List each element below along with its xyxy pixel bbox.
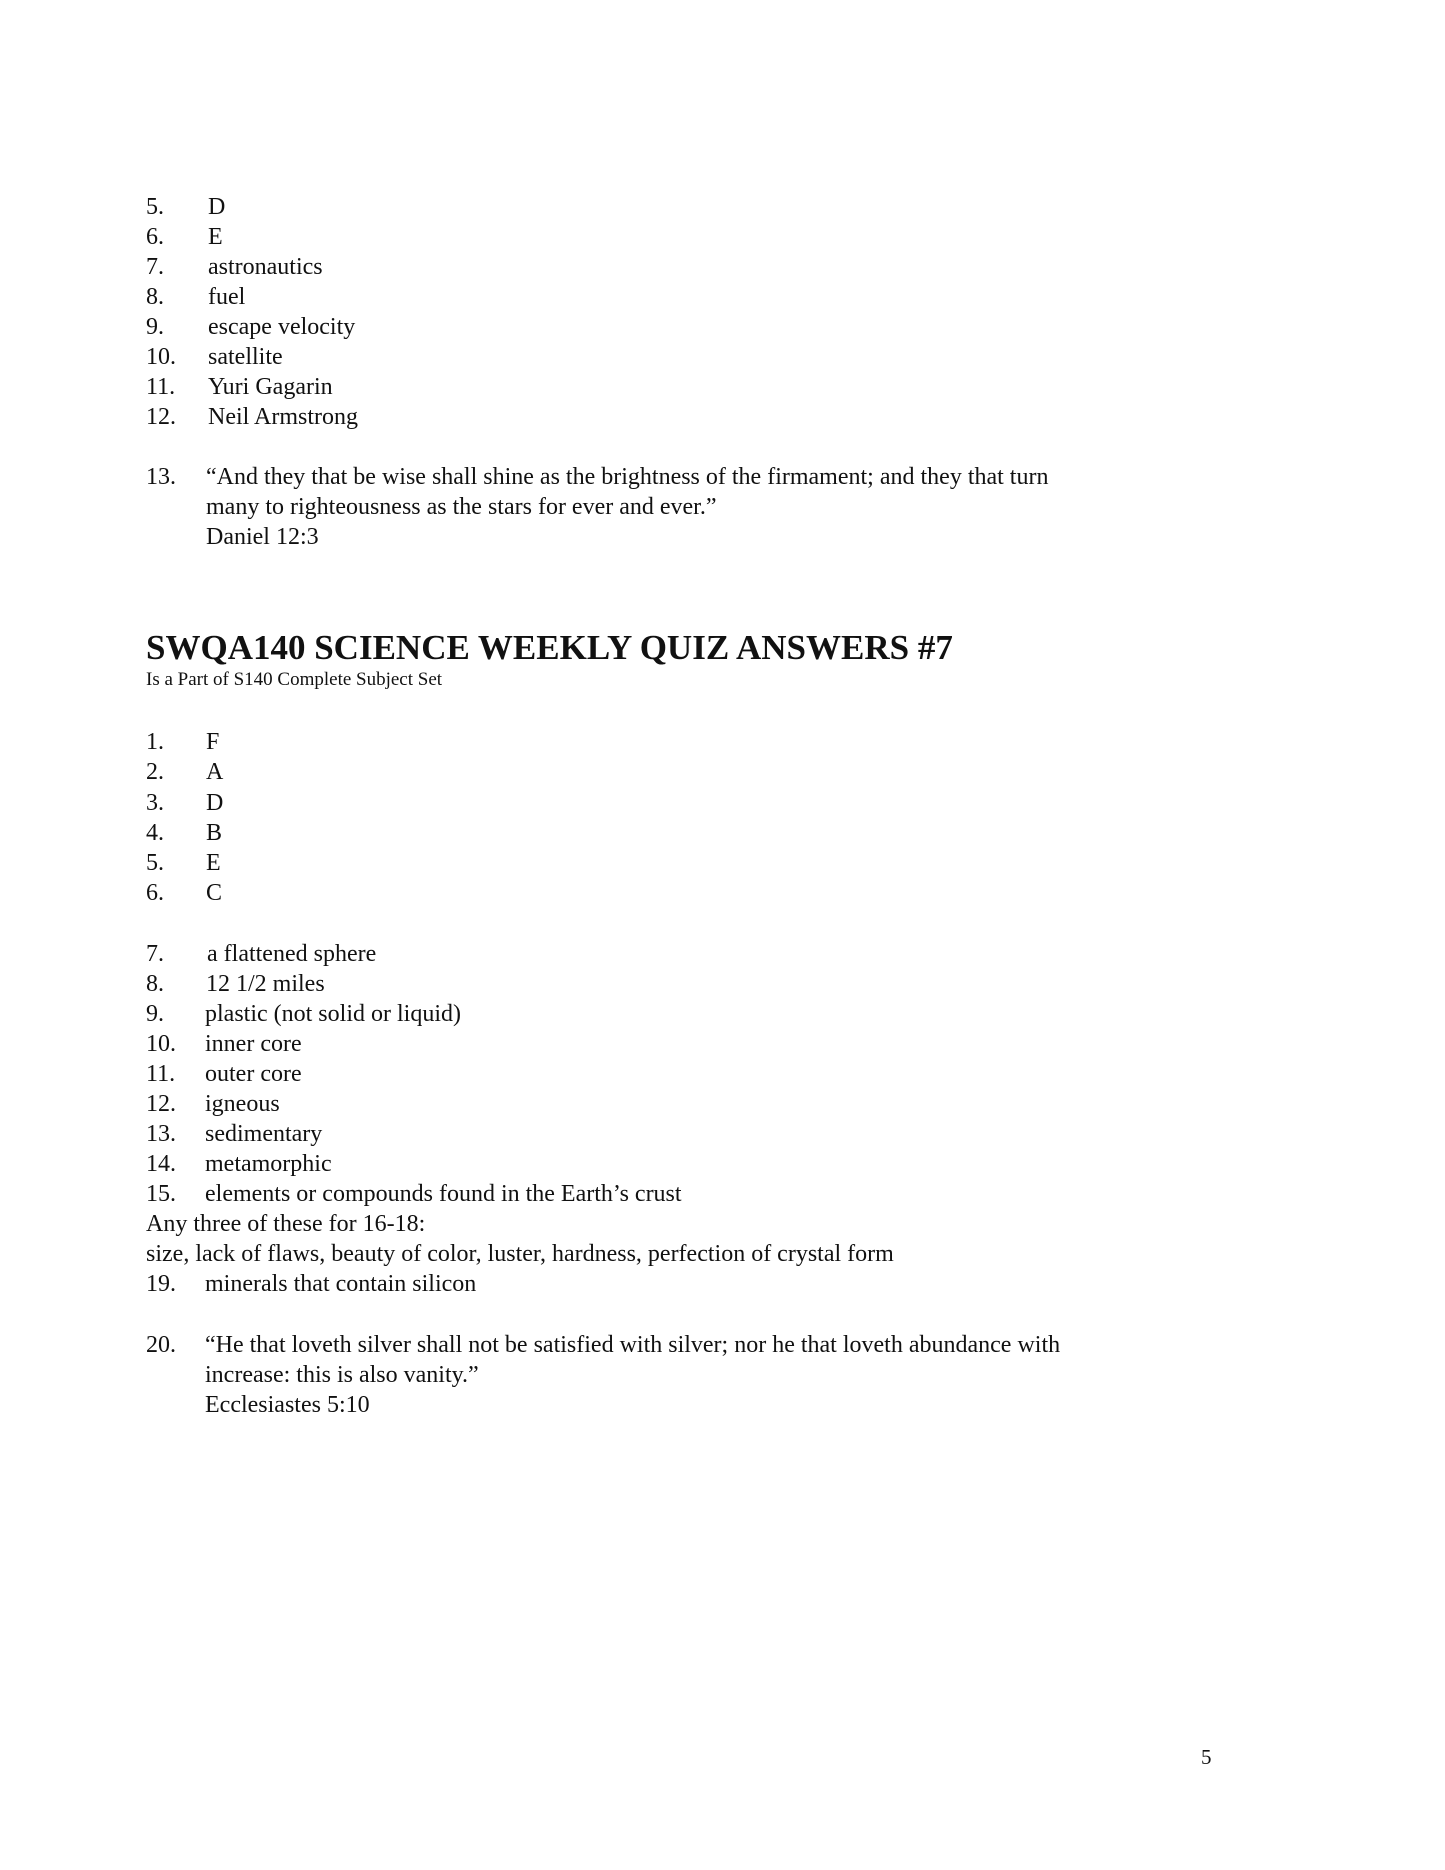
item-number: 9. <box>146 1001 164 1027</box>
item-number: 8. <box>146 971 164 997</box>
verse-text: “He that loveth silver shall not be satisfied with silver; nor he that loveth abundance with <box>205 1332 1061 1358</box>
item-answer: F <box>206 729 220 755</box>
item-number: 10. <box>146 344 176 370</box>
item-answer: a flattened sphere <box>207 941 377 967</box>
section-subtitle: Is a Part of S140 Complete Subject Set <box>146 669 443 690</box>
item-answer: metamorphic <box>205 1151 332 1177</box>
item-answer: outer core <box>205 1061 302 1087</box>
section-title: SWQA140 SCIENCE WEEKLY QUIZ ANSWERS #7 <box>146 628 953 667</box>
item-number: 15. <box>146 1181 176 1207</box>
item-answer: Yuri Gagarin <box>208 374 333 400</box>
item-number: 4. <box>146 820 164 846</box>
item-answer: astronautics <box>208 254 323 280</box>
item-number: 5. <box>146 194 164 220</box>
item-number: 13. <box>146 464 176 490</box>
item-answer: A <box>206 759 224 785</box>
item-number: 12. <box>146 404 176 430</box>
verse-reference: Ecclesiastes 5:10 <box>205 1392 370 1418</box>
item-answer: E <box>206 850 221 876</box>
item-number: 1. <box>146 729 164 755</box>
item-number: 3. <box>146 790 164 816</box>
item-number: 6. <box>146 880 164 906</box>
item-number: 6. <box>146 224 164 250</box>
item-number: 9. <box>146 314 164 340</box>
item-number: 7. <box>146 941 164 967</box>
item-answer: 12 1/2 miles <box>206 971 325 997</box>
verse-line-2: many to righteousness as the stars for ever and ever.” <box>206 494 717 520</box>
verse-line-2: increase: this is also vanity.” <box>205 1362 479 1388</box>
item-answer: igneous <box>205 1091 280 1117</box>
item-answer: minerals that contain silicon <box>205 1271 477 1297</box>
item-answer: sedimentary <box>205 1121 323 1147</box>
item-answer: B <box>206 820 223 846</box>
item-number: 10. <box>146 1031 176 1057</box>
item-answer: elements or compounds found in the Earth’s crust <box>205 1181 682 1207</box>
item-answer: fuel <box>208 284 246 310</box>
item-answer: plastic (not solid or liquid) <box>205 1001 461 1027</box>
item-number: 8. <box>146 284 164 310</box>
item-answer: E <box>208 224 223 250</box>
item-answer: D <box>206 790 224 816</box>
any-three-list: size, lack of flaws, beauty of color, luster, hardness, perfection of crystal form <box>146 1241 894 1267</box>
page-number: 5 <box>1201 1745 1212 1769</box>
item-answer: escape velocity <box>208 314 356 340</box>
item-number: 14. <box>146 1151 176 1177</box>
item-number: 7. <box>146 254 164 280</box>
item-number: 12. <box>146 1091 176 1117</box>
item-number: 19. <box>146 1271 176 1297</box>
item-answer: C <box>206 880 223 906</box>
item-answer: inner core <box>205 1031 302 1057</box>
item-number: 11. <box>146 374 176 400</box>
item-number: 5. <box>146 850 164 876</box>
any-three-label: Any three of these for 16-18: <box>146 1211 426 1237</box>
item-answer: satellite <box>208 344 283 370</box>
item-number: 20. <box>146 1332 176 1358</box>
item-number: 11. <box>146 1061 176 1087</box>
item-number: 13. <box>146 1121 176 1147</box>
verse-text: “And they that be wise shall shine as the brightness of the firmament; and they that turn <box>206 464 1049 490</box>
item-number: 2. <box>146 759 164 785</box>
item-answer: Neil Armstrong <box>208 404 358 430</box>
verse-reference: Daniel 12:3 <box>206 524 319 550</box>
item-answer: D <box>208 194 226 220</box>
